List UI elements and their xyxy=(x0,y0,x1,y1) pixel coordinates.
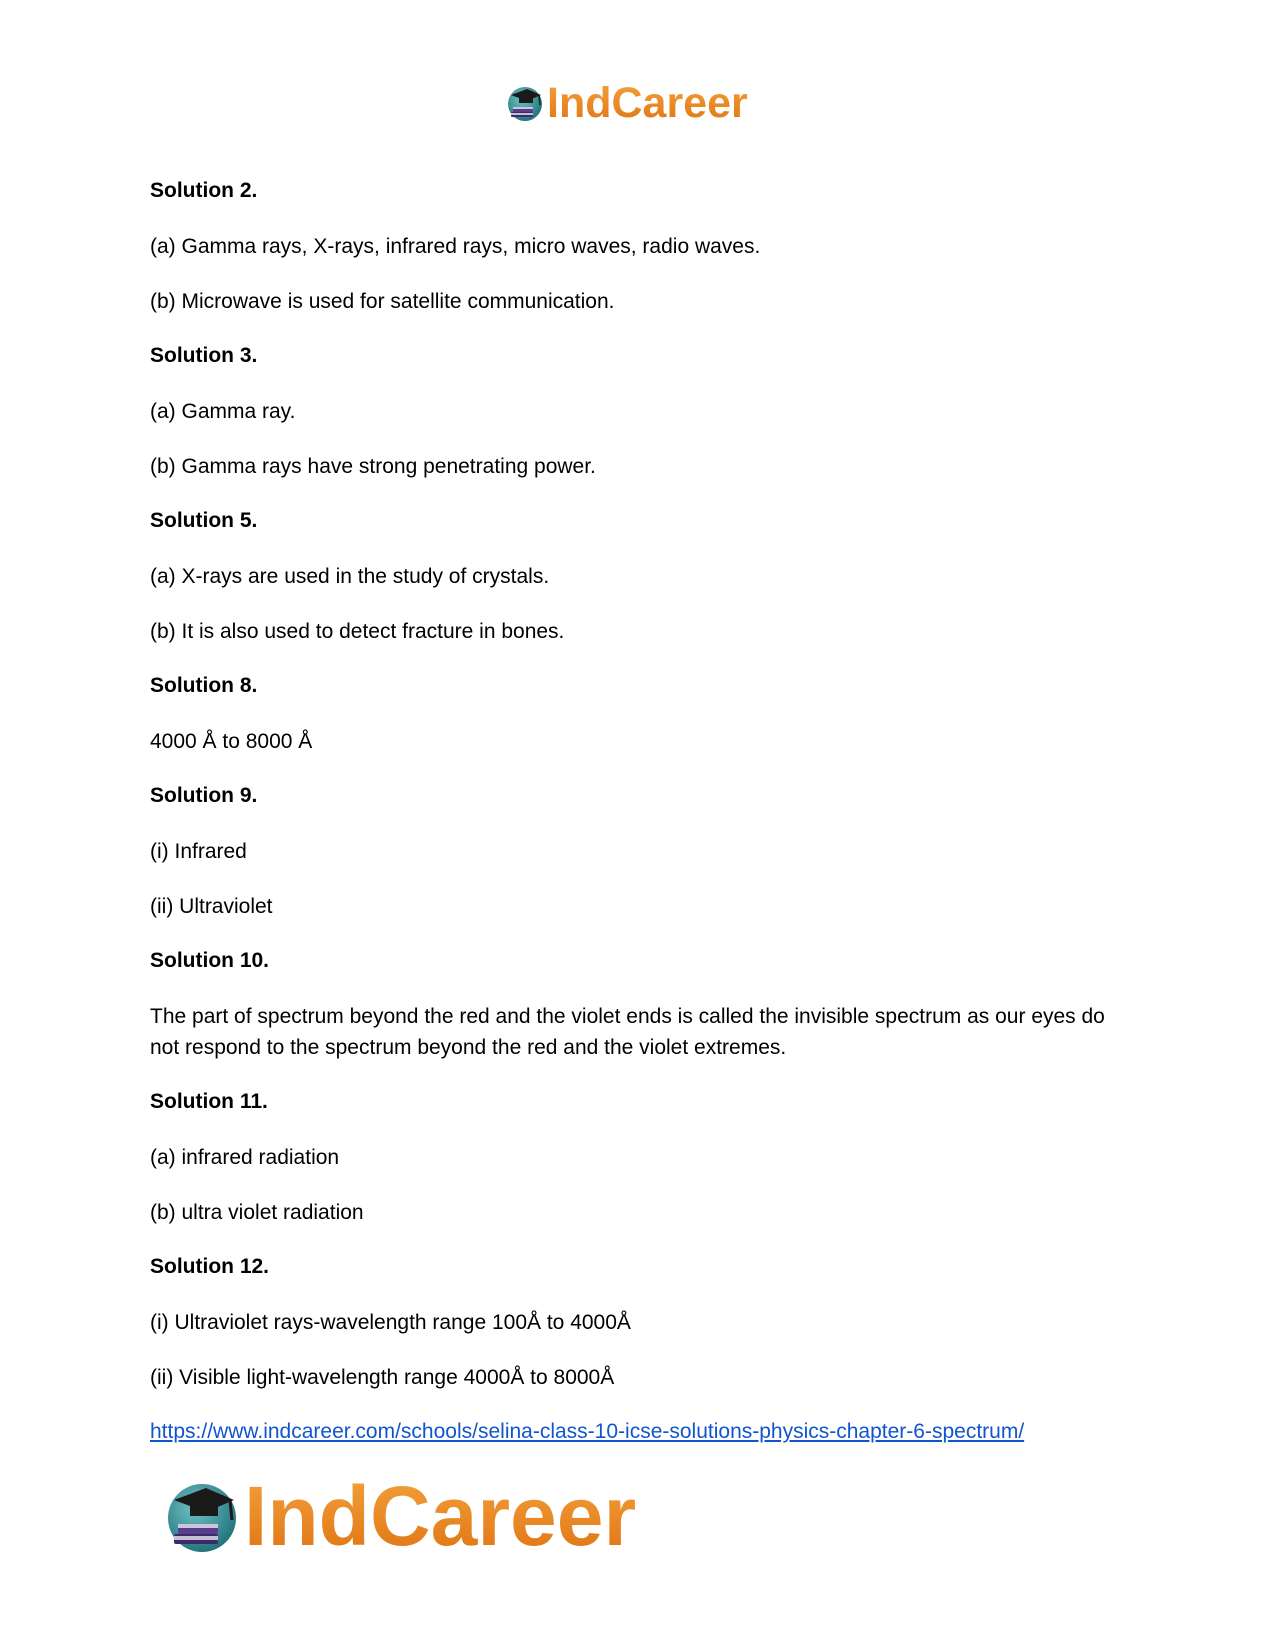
solution-heading: Solution 9. xyxy=(150,784,258,807)
answer-line: (a) infrared radiation xyxy=(150,1146,340,1169)
answer-paragraph: The part of spectrum beyond the red and the violet ends is called the invisible spectrum as our eyes do not respond to the spectrum beyond the red and the violet extremes. xyxy=(150,1005,1105,1059)
answer-line: (b) Gamma rays have strong penetrating power. xyxy=(150,455,596,478)
solution-section xyxy=(150,176,1130,317)
answer-line: (i) Infrared xyxy=(150,840,247,863)
answer-line: 4000 Å to 8000 Å xyxy=(150,730,313,753)
answer-line: (ii) Visible light-wavelength range 4000Å to 8000Å xyxy=(150,1366,615,1389)
solution-section xyxy=(150,781,1130,922)
solution-heading: Solution 10. xyxy=(150,949,270,972)
solution-section xyxy=(150,341,1130,482)
graduation-cap-book-globe-icon xyxy=(505,83,545,123)
solution-section xyxy=(150,671,1130,757)
answer-line: (ii) Ultraviolet xyxy=(150,895,273,918)
solution-heading: Solution 11. xyxy=(150,1090,268,1113)
document-body xyxy=(150,176,1130,1447)
header-logo xyxy=(505,78,748,128)
answer-line: (a) Gamma ray. xyxy=(150,400,296,423)
solution-section xyxy=(150,1252,1130,1393)
source-link[interactable]: https://www.indcareer.com/schools/selina-class-10-icse-solutions-physics-chapter-6-spectrum/ xyxy=(150,1420,1025,1443)
answer-line: (b) Microwave is used for satellite communication. xyxy=(150,290,615,313)
solution-heading: Solution 2. xyxy=(150,179,258,202)
footer-logo xyxy=(162,1470,636,1562)
answer-line: (a) X-rays are used in the study of crystals. xyxy=(150,565,550,588)
solution-section xyxy=(150,506,1130,647)
solution-heading: Solution 12. xyxy=(150,1255,270,1278)
answer-line: (b) ultra violet radiation xyxy=(150,1201,364,1224)
logo-wordmark: IndCareer xyxy=(547,78,748,127)
solution-heading: Solution 5. xyxy=(150,509,258,532)
solution-heading: Solution 3. xyxy=(150,344,258,367)
solution-section xyxy=(150,946,1130,1063)
solution-section xyxy=(150,1087,1130,1228)
logo-wordmark: IndCareer xyxy=(244,1469,637,1563)
solution-heading: Solution 8. xyxy=(150,674,258,697)
answer-line: (a) Gamma rays, X-rays, infrared rays, micro waves, radio waves. xyxy=(150,235,761,258)
graduation-cap-book-globe-icon xyxy=(162,1476,242,1556)
answer-line: (b) It is also used to detect fracture in bones. xyxy=(150,620,565,643)
answer-line: (i) Ultraviolet rays-wavelength range 100Å to 4000Å xyxy=(150,1311,631,1334)
